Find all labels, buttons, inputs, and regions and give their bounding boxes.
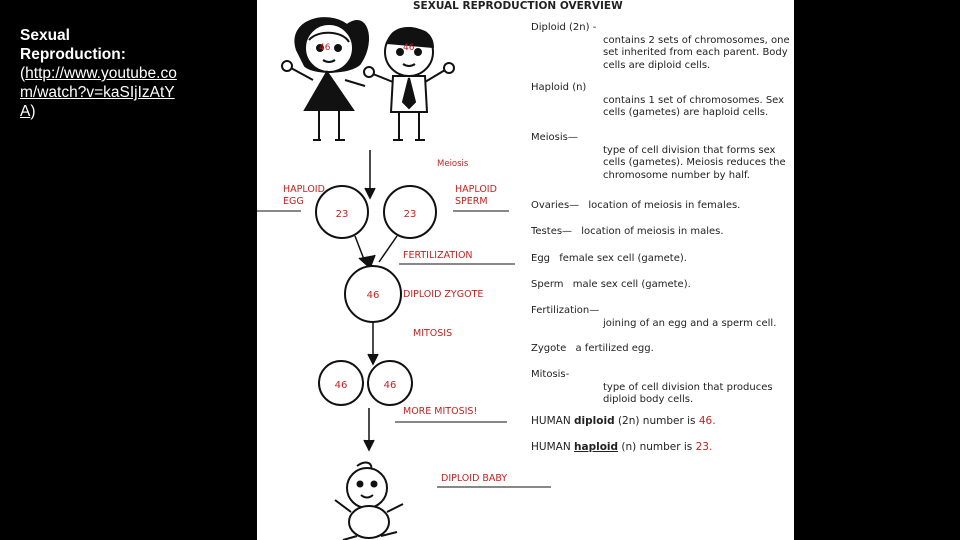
human-haploid-value: 23. [695, 441, 713, 453]
label-meiosis: Meiosis [437, 159, 469, 169]
note-body: joining of an egg and a sperm cell. [603, 317, 777, 329]
note-body: location of meiosis in females. [588, 200, 741, 211]
note-term: Fertilization— [531, 305, 600, 316]
human-diploid-mid: (2n) number is [617, 415, 696, 427]
label-egg: EGG [283, 196, 304, 207]
note-testes [531, 226, 793, 253]
label-more-mitosis: MORE MITOSIS! [403, 406, 478, 417]
note-fertilization [531, 305, 793, 343]
growth-arrow [364, 408, 374, 450]
note-body: contains 1 set of chromosomes. Sex cells (gametes) are haploid cells. [603, 94, 785, 118]
human-haploid-mid: (n) number is [621, 441, 693, 453]
human-prefix: HUMAN [531, 441, 571, 453]
note-body: location of meiosis in males. [581, 226, 724, 237]
note-haploid [531, 82, 793, 132]
definitions-list [531, 22, 793, 454]
zygote-count: 46 [366, 290, 380, 301]
note-meiosis [531, 132, 793, 200]
label-haploid: HAPLOID [283, 184, 325, 195]
label-diploid-zygote: DIPLOID ZYGOTE [403, 289, 484, 300]
note-term: Haploid (n) [531, 82, 587, 93]
human-haploid-line [531, 441, 793, 454]
mother-chromosome-count: 46 [319, 43, 331, 53]
label-sperm: SPERM [455, 196, 488, 207]
human-diploid-line [531, 415, 793, 441]
father-chromosome-count: 46 [403, 43, 415, 53]
note-zygote [531, 343, 793, 369]
daughter-left-count: 46 [334, 380, 348, 391]
note-term: Meiosis— [531, 132, 578, 143]
note-term: Sperm [531, 279, 564, 290]
note-body: female sex cell (gamete). [559, 253, 687, 264]
note-body: male sex cell (gamete). [572, 279, 691, 290]
note-term: Zygote [531, 343, 567, 354]
fertilization-arrows [355, 236, 397, 268]
note-egg [531, 253, 793, 279]
caption [20, 26, 180, 121]
note-diploid [531, 22, 793, 82]
note-body: contains 2 sets of chromosomes, one set inherited from each parent. Body cells are diploid cells. [603, 34, 790, 71]
worksheet [257, 0, 794, 540]
video-link[interactable]: http://www.youtube.com/watch?v=kaSIjIzAtYA [20, 65, 177, 120]
human-diploid-value: 46. [698, 415, 716, 427]
daughter-right-count: 46 [383, 380, 397, 391]
note-term: Testes— [531, 226, 573, 237]
caption-open-paren: ( [20, 65, 26, 82]
mitosis-arrow [368, 322, 378, 364]
note-body: type of cell division that forms sex cells (gametes). Meiosis reduces the chromosome number by half. [603, 144, 786, 181]
note-term: Egg [531, 253, 551, 264]
note-sperm [531, 279, 793, 305]
note-mitosis [531, 369, 793, 415]
note-term: Diploid (2n) - [531, 22, 597, 33]
note-body: type of cell division that produces diploid body cells. [603, 381, 773, 405]
mother-figure [282, 18, 368, 140]
note-term: Mitosis- [531, 369, 570, 380]
egg-count: 23 [335, 209, 349, 220]
meiosis-arrow [365, 150, 375, 198]
caption-title: Sexual Reproduction: [20, 27, 126, 63]
label-mitosis: MITOSIS [413, 328, 453, 339]
human-diploid-word: diploid [574, 415, 615, 427]
sperm-count: 23 [403, 209, 417, 220]
human-haploid-word: haploid [574, 441, 619, 453]
note-ovaries [531, 200, 793, 226]
baby-figure [335, 463, 403, 540]
note-body: a fertilized egg. [575, 343, 654, 354]
label-diploid-baby: DIPLOID BABY [441, 473, 508, 484]
sheet-title: SEXUAL REPRODUCTION OVERVIEW [413, 0, 623, 12]
caption-close-paren: ) [30, 103, 36, 120]
human-prefix: HUMAN [531, 415, 571, 427]
label-haploid-right: HAPLOID [455, 184, 497, 195]
note-term: Ovaries— [531, 200, 580, 211]
label-fertilization: FERTILIZATION [403, 250, 473, 261]
